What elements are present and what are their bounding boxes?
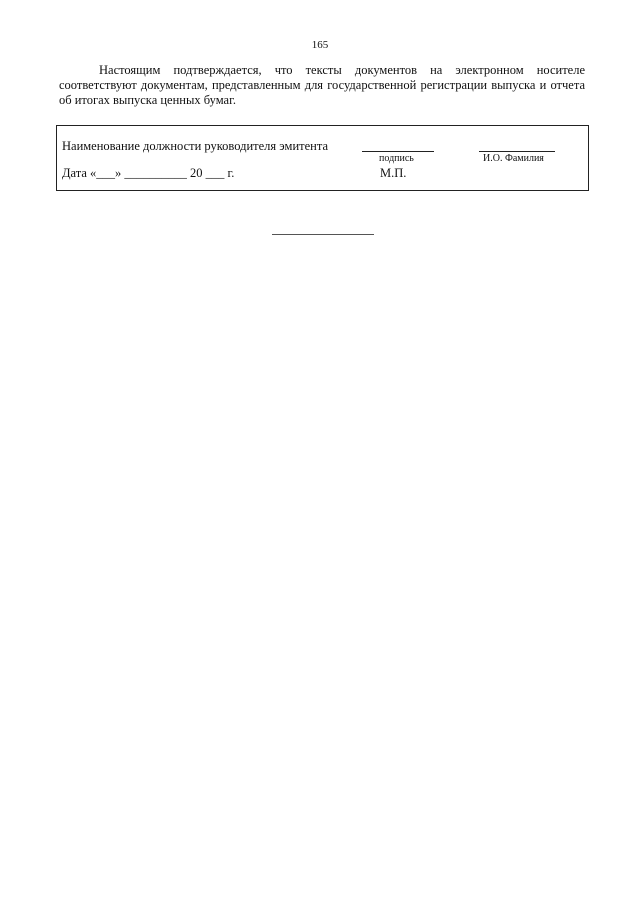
stamp-label: М.П. [380, 166, 407, 180]
name-caption: И.О. Фамилия [483, 153, 544, 164]
confirmation-paragraph: Настоящим подтверждается, что тексты документов на электронном носителе соответствуют документам, представленным для государственной регистрации выпуска и отчета об итогах выпуска ценных бумаг. [59, 63, 585, 107]
signature-block [56, 125, 589, 191]
page-number: 165 [311, 39, 329, 51]
end-rule [272, 234, 374, 235]
signature-caption: подпись [379, 153, 414, 164]
date-label: Дата «___» __________ 20 ___ г. [62, 166, 235, 180]
name-line [479, 151, 555, 152]
position-label: Наименование должности руководителя эмитента [62, 139, 329, 153]
signature-line [362, 151, 434, 152]
